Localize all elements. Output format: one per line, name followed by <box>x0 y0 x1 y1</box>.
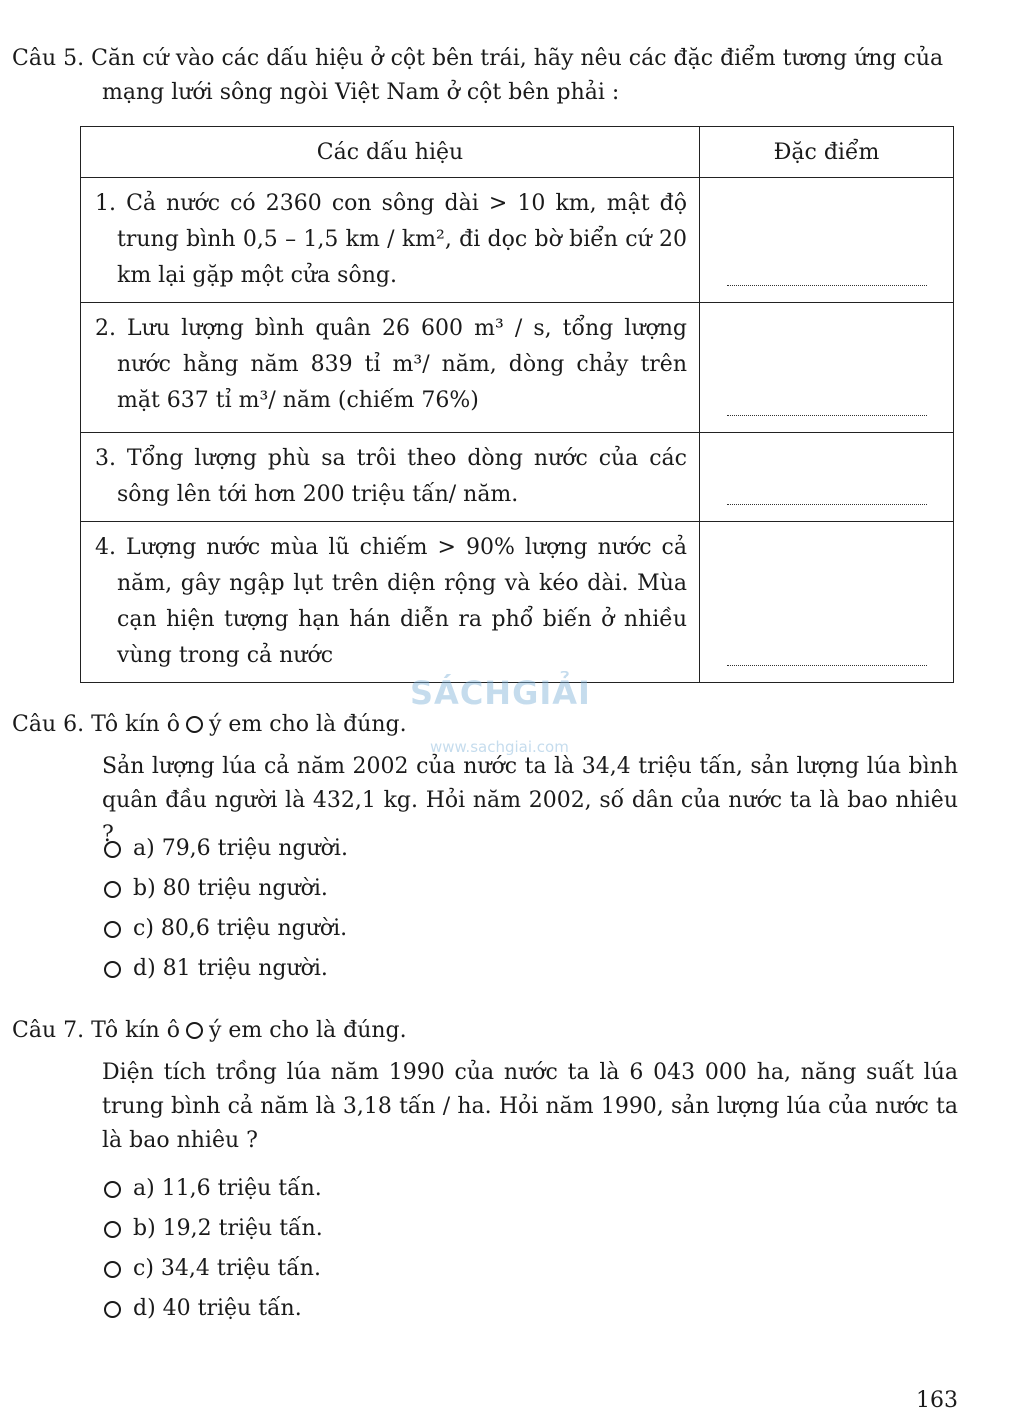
question-5-table <box>80 126 954 683</box>
question-7-option-a[interactable] <box>104 1174 322 1204</box>
table-cell-feature[interactable] <box>700 303 954 433</box>
option-label: a) 11,6 triệu tấn. <box>133 1176 322 1201</box>
question-7-instruction-b: ý em cho là đúng. <box>208 1018 407 1043</box>
question-7-option-d[interactable] <box>104 1294 302 1324</box>
table-row <box>81 522 954 683</box>
circle-icon <box>186 1022 203 1039</box>
table-cell-sign <box>81 433 700 522</box>
radio-circle-icon[interactable] <box>104 1221 121 1238</box>
answer-blank[interactable] <box>727 414 927 416</box>
question-5-text-line1: Căn cứ vào các dấu hiệu ở cột bên trái, hãy nêu các đặc điểm tương ứng của <box>91 46 944 71</box>
radio-circle-icon[interactable] <box>104 1181 121 1198</box>
answer-blank[interactable] <box>727 284 927 286</box>
radio-circle-icon[interactable] <box>104 1301 121 1318</box>
question-6-body: Sản lượng lúa cả năm 2002 của nước ta là 34,4 triệu tấn, sản lượng lúa bình quân đầu người là 432,1 kg. Hỏi năm 2002, số dân của nước ta là bao nhiêu ? <box>102 754 958 847</box>
answer-blank[interactable] <box>727 503 927 505</box>
option-label: d) 81 triệu người. <box>133 956 328 981</box>
question-5-heading <box>12 42 962 110</box>
question-6-label: Câu 6. <box>12 712 85 737</box>
option-label: c) 80,6 triệu người. <box>133 916 348 941</box>
radio-circle-icon[interactable] <box>104 881 121 898</box>
table-header-row <box>81 127 954 178</box>
question-7-option-b[interactable] <box>104 1214 323 1244</box>
question-6-option-b[interactable] <box>104 874 328 904</box>
question-6-option-c[interactable] <box>104 914 347 944</box>
sign-text-4: 4. Lượng nước mùa lũ chiếm > 90% lượng nước cả năm, gây ngập lụt trên diện rộng và kéo dài. Mùa cạn hiện tượng hạn hán diễn ra phổ biến ở nhiều vùng trong cả nước <box>95 535 687 668</box>
question-7-label: Câu 7. <box>12 1018 85 1043</box>
answer-blank[interactable] <box>727 664 927 666</box>
question-6-heading <box>12 708 962 742</box>
option-label: a) 79,6 triệu người. <box>133 836 348 861</box>
table-row <box>81 178 954 303</box>
sign-text-2: 2. Lưu lượng bình quân 26 600 m³ / s, tổng lượng nước hằng năm 839 tỉ m³/ năm, dòng chảy trên mặt 637 tỉ m³/ năm (chiếm 76%) <box>95 316 687 413</box>
option-label: b) 19,2 triệu tấn. <box>133 1216 323 1241</box>
table-row <box>81 303 954 433</box>
table-cell-feature[interactable] <box>700 522 954 683</box>
radio-circle-icon[interactable] <box>104 961 121 978</box>
watermark-url: www.sachgiai.com <box>430 738 569 756</box>
table-cell-sign <box>81 303 700 433</box>
circle-icon <box>186 716 203 733</box>
table-cell-feature[interactable] <box>700 178 954 303</box>
radio-circle-icon[interactable] <box>104 1261 121 1278</box>
question-6-option-a[interactable] <box>104 834 348 864</box>
question-7-heading <box>12 1014 962 1048</box>
table-header-features: Đặc điểm <box>700 127 954 178</box>
question-6-instruction-a: Tô kín ô <box>91 712 180 737</box>
question-6-option-d[interactable] <box>104 954 328 984</box>
sign-text-3: 3. Tổng lượng phù sa trôi theo dòng nước của các sông lên tới hơn 200 triệu tấn/ năm. <box>95 446 687 507</box>
question-7-body: Diện tích trồng lúa năm 1990 của nước ta là 6 043 000 ha, năng suất lúa trung bình cả năm là 3,18 tấn / ha. Hỏi năm 1990, sản lượng lúa của nước ta là bao nhiêu ? <box>102 1060 958 1153</box>
option-label: c) 34,4 triệu tấn. <box>133 1256 321 1281</box>
table-cell-sign <box>81 178 700 303</box>
radio-circle-icon[interactable] <box>104 921 121 938</box>
question-6-instruction-b: ý em cho là đúng. <box>208 712 407 737</box>
table-cell-sign <box>81 522 700 683</box>
question-5-label: Câu 5. <box>12 46 85 71</box>
watermark-brand: SÁCHGIẢI <box>410 674 591 712</box>
option-label: d) 40 triệu tấn. <box>133 1296 302 1321</box>
option-label: b) 80 triệu người. <box>133 876 328 901</box>
question-7-instruction-a: Tô kín ô <box>91 1018 180 1043</box>
radio-circle-icon[interactable] <box>104 841 121 858</box>
question-7-option-c[interactable] <box>104 1254 321 1284</box>
table-row <box>81 433 954 522</box>
table-cell-feature[interactable] <box>700 433 954 522</box>
page-number: 163 <box>916 1388 958 1413</box>
table-header-signs: Các dấu hiệu <box>81 127 700 178</box>
sign-text-1: 1. Cả nước có 2360 con sông dài > 10 km, mật độ trung bình 0,5 – 1,5 km / km², đi dọc bờ biển cứ 20 km lại gặp một cửa sông. <box>95 191 687 288</box>
question-5-text-line2: mạng lưới sông ngòi Việt Nam ở cột bên phải : <box>102 80 620 105</box>
